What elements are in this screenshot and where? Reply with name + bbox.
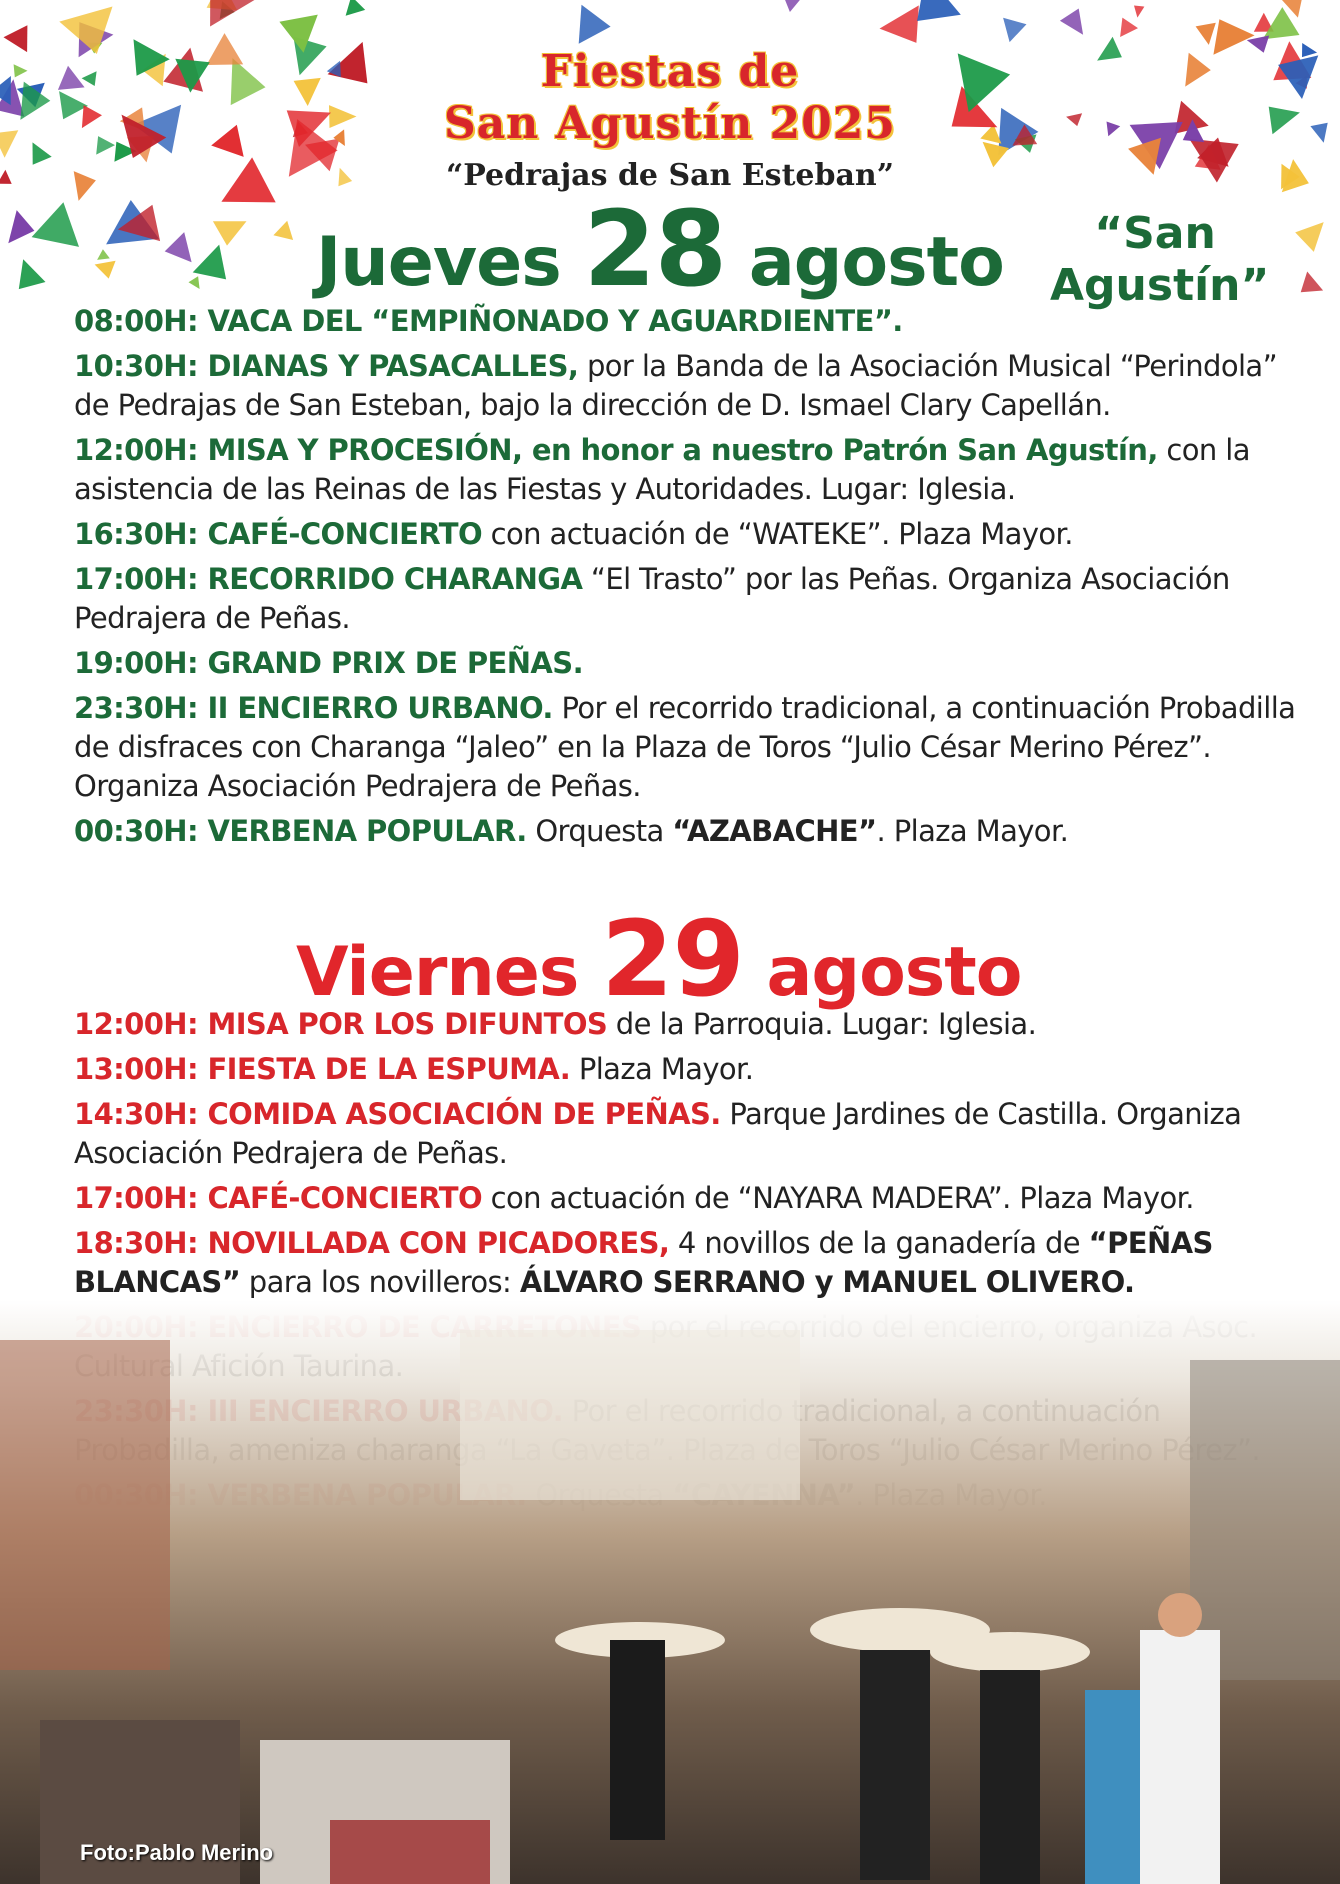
confetti-piece (1196, 23, 1216, 45)
event-text: por la Banda de la Asociación Musical “Perindola” de Pedrajas de San Esteban, bajo la dirección de D. Ismael Clary Capellán. (74, 349, 1278, 422)
saint-line2: Agustín” (1050, 260, 1270, 311)
confetti-piece (165, 232, 192, 262)
event-item (74, 515, 1312, 554)
confetti-piece (880, 5, 919, 43)
event-text: Orquesta (526, 814, 673, 848)
day1-events-list (74, 302, 1312, 857)
event-hl: 19:00H: GRAND PRIX DE PEÑAS. (74, 646, 583, 680)
confetti-piece (95, 261, 116, 279)
event-hl: 14:30H: COMIDA ASOCIACIÓN DE PEÑAS. (74, 1097, 721, 1131)
event-hl: 17:00H: RECORRIDO CHARANGA (74, 562, 583, 596)
confetti-piece (32, 202, 79, 247)
confetti-piece (193, 245, 226, 280)
day1-number: 28 (583, 188, 727, 310)
day1-saint-label (1050, 208, 1270, 312)
event-item (74, 347, 1312, 425)
confetti-piece (346, 0, 366, 16)
event-text: 4 novillos de la ganadería de (669, 1226, 1089, 1260)
day2-number: 29 (601, 898, 744, 1020)
confetti-piece (1003, 18, 1026, 42)
event-item (74, 644, 1312, 683)
confetti-piece (19, 259, 46, 289)
confetti-piece (210, 0, 255, 27)
event-hl: 10:30H: DIANAS Y PASACALLES, (74, 349, 579, 383)
day1-weekday: Jueves (316, 223, 561, 302)
event-item (74, 431, 1312, 509)
day2-weekday: Viernes (296, 933, 579, 1012)
confetti-piece (782, 0, 802, 12)
street-party-photo (0, 1300, 1340, 1884)
event-text: Por el recorrido tradicional, a continuación Probadilla de disfraces con Charanga “Jaleo” en la Plaza de Toros “Julio César Merino Pérez”. Organiza Asociación Pedrajera de Peñas. (74, 691, 1296, 803)
event-text: con actuación de “WATEKE”. Plaza Mayor. (482, 517, 1073, 551)
event-item (74, 1095, 1312, 1173)
event-hl: 18:30H: NOVILLADA CON PICADORES, (74, 1226, 670, 1260)
event-hl: 23:30H: II ENCIERRO URBANO. (74, 691, 553, 725)
event-hl: 12:00H: MISA Y PROCESIÓN, en honor a nuestro Patrón San Agustín, (74, 433, 1158, 467)
town-subtitle: “Pedrajas de San Esteban” (446, 158, 894, 193)
event-item (74, 812, 1312, 851)
confetti-piece (213, 221, 247, 245)
event-hl: 16:30H: CAFÉ-CONCIERTO (74, 517, 483, 551)
festival-title-line1: Fiestas de (540, 46, 800, 97)
confetti-piece (189, 276, 200, 289)
event-text: Parque Jardines de Castilla. Organiza Asociación Pedrajera de Peñas. (74, 1097, 1242, 1170)
event-text: con la asistencia de las Reinas de las Fiestas y Autoridades. Lugar: Iglesia. (74, 433, 1250, 506)
event-item (74, 1224, 1312, 1302)
event-hl: 17:00H: CAFÉ-CONCIERTO (74, 1181, 483, 1215)
event-item (74, 302, 1312, 341)
confetti-piece (1120, 18, 1138, 37)
festival-title-line2: San Agustín 2025 (443, 98, 897, 149)
event-item (74, 1179, 1312, 1218)
event-hl: 00:30H: VERBENA POPULAR. (74, 814, 527, 848)
day2-month: agosto (766, 933, 1022, 1012)
day1-heading (316, 188, 1004, 310)
event-text: Plaza Mayor. (570, 1052, 754, 1086)
event-strong: “PEÑAS BLANCAS” (74, 1226, 1213, 1299)
event-item (74, 689, 1312, 806)
confetti-piece (97, 249, 110, 260)
day1-month: agosto (748, 223, 1004, 302)
confetti-piece (579, 5, 611, 44)
event-text: de la Parroquia. Lugar: Iglesia. (607, 1007, 1037, 1041)
event-item (74, 1005, 1312, 1044)
event-text: con actuación de “NAYARA MADERA”. Plaza Mayor. (482, 1181, 1194, 1215)
crowd-illustration (0, 1300, 1340, 1884)
event-hl: 08:00H: VACA DEL “EMPIÑONADO Y AGUARDIENTE”. (74, 304, 903, 338)
confetti-piece (1295, 222, 1324, 252)
confetti-piece (1134, 6, 1144, 18)
confetti-piece (273, 221, 293, 240)
event-item (74, 560, 1312, 638)
photo-credit: Foto:Pablo Merino (80, 1840, 274, 1865)
event-tail: para los novilleros: (240, 1265, 520, 1299)
event-item (74, 1050, 1312, 1089)
confetti-piece (8, 210, 34, 243)
event-strong: “AZABACHE” (672, 814, 877, 848)
day2-heading (296, 898, 1022, 1020)
confetti-piece (917, 0, 961, 21)
event-tail: . Plaza Mayor. (876, 814, 1069, 848)
event-hl: 13:00H: FIESTA DE LA ESPUMA. (74, 1052, 571, 1086)
confetti-piece (1301, 272, 1323, 293)
confetti-piece (1060, 9, 1083, 35)
saint-line1: “San (1094, 208, 1216, 259)
event-text: “El Trasto” por las Peñas. Organiza Asociación Pedrajera de Peñas. (74, 562, 1230, 635)
event-strong2: ÁLVARO SERRANO y MANUEL OLIVERO. (519, 1265, 1135, 1299)
event-hl: 12:00H: MISA POR LOS DIFUNTOS (74, 1007, 608, 1041)
